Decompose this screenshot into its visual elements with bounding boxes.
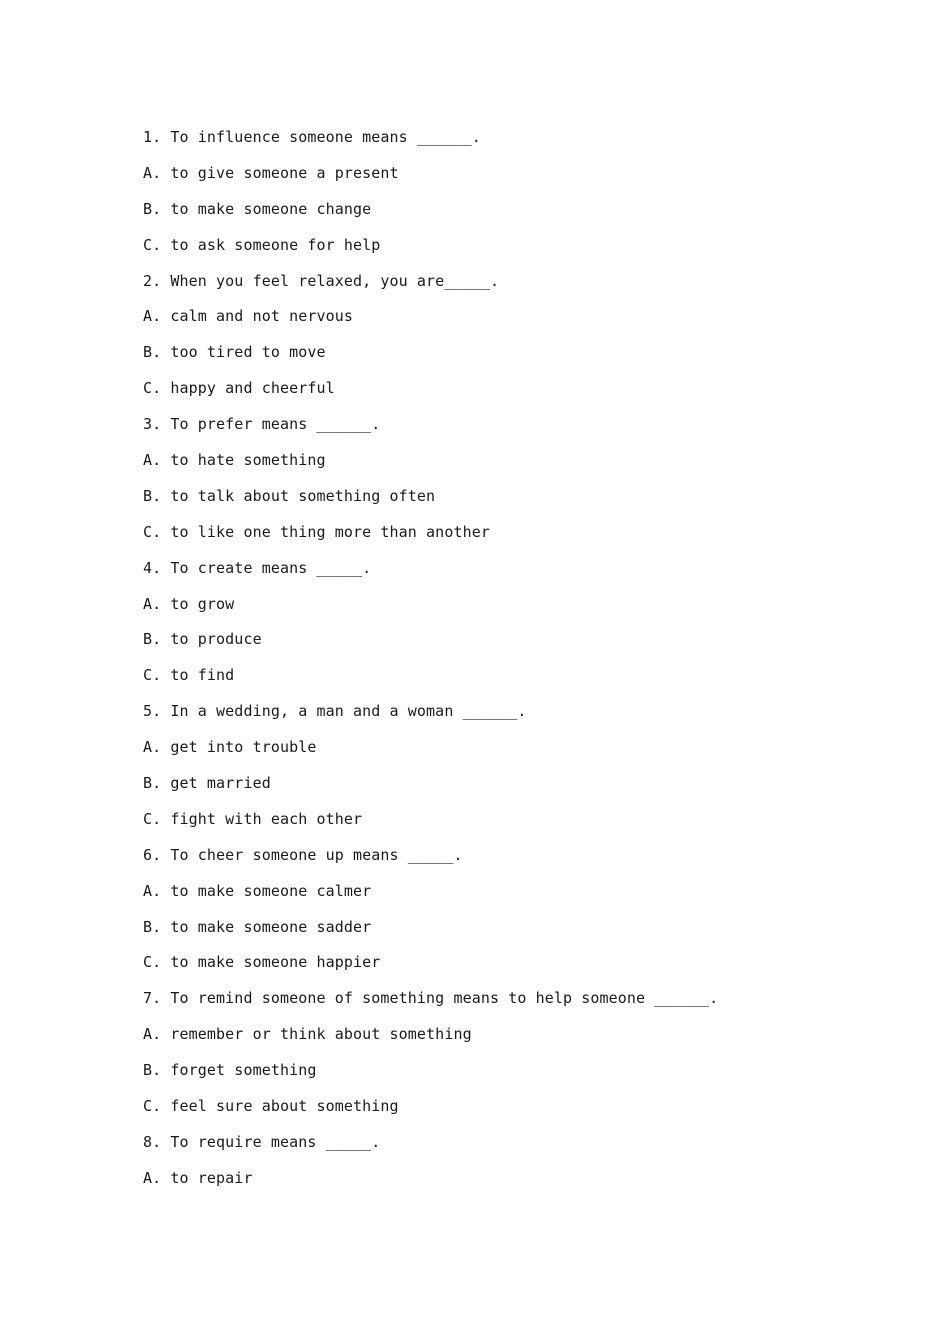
question-2-option-a: A. calm and not nervous [143,307,354,326]
question-1-option-b: B. to make someone change [143,199,372,218]
question-6-option-c: C. to make someone happier [143,953,381,972]
question-5-option-a: A. get into trouble [143,738,317,757]
question-3: 3. To prefer means ______. [143,415,381,434]
question-6-option-b: B. to make someone sadder [143,917,372,936]
question-5: 5. In a wedding, a man and a woman ______. [143,702,527,721]
question-8-option-a: A. to repair [143,1168,253,1187]
question-4-option-b: B. to produce [143,630,262,649]
question-2: 2. When you feel relaxed, you are_____. [143,271,500,290]
question-3-option-c: C. to like one thing more than another [143,522,490,541]
question-7-option-c: C. feel sure about something [143,1097,399,1116]
question-4-option-c: C. to find [143,666,235,685]
question-1-option-a: A. to give someone a present [143,163,399,182]
question-3-option-b: B. to talk about something often [143,486,436,505]
question-4-option-a: A. to grow [143,594,235,613]
question-5-option-c: C. fight with each other [143,809,363,828]
quiz-lines [143,126,718,1203]
question-6: 6. To cheer someone up means _____. [143,845,463,864]
question-7-option-a: A. remember or think about something [143,1025,472,1044]
question-2-option-b: B. too tired to move [143,343,326,362]
question-3-option-a: A. to hate something [143,451,326,470]
question-7: 7. To remind someone of something means to help someone ______. [143,989,719,1008]
question-6-option-a: A. to make someone calmer [143,881,372,900]
question-7-option-b: B. forget something [143,1061,317,1080]
question-4: 4. To create means _____. [143,558,372,577]
question-2-option-c: C. happy and cheerful [143,379,335,398]
question-1-option-c: C. to ask someone for help [143,235,381,254]
question-8: 8. To require means _____. [143,1132,381,1151]
question-1: 1. To influence someone means ______. [143,128,481,146]
question-5-option-b: B. get married [143,774,271,793]
